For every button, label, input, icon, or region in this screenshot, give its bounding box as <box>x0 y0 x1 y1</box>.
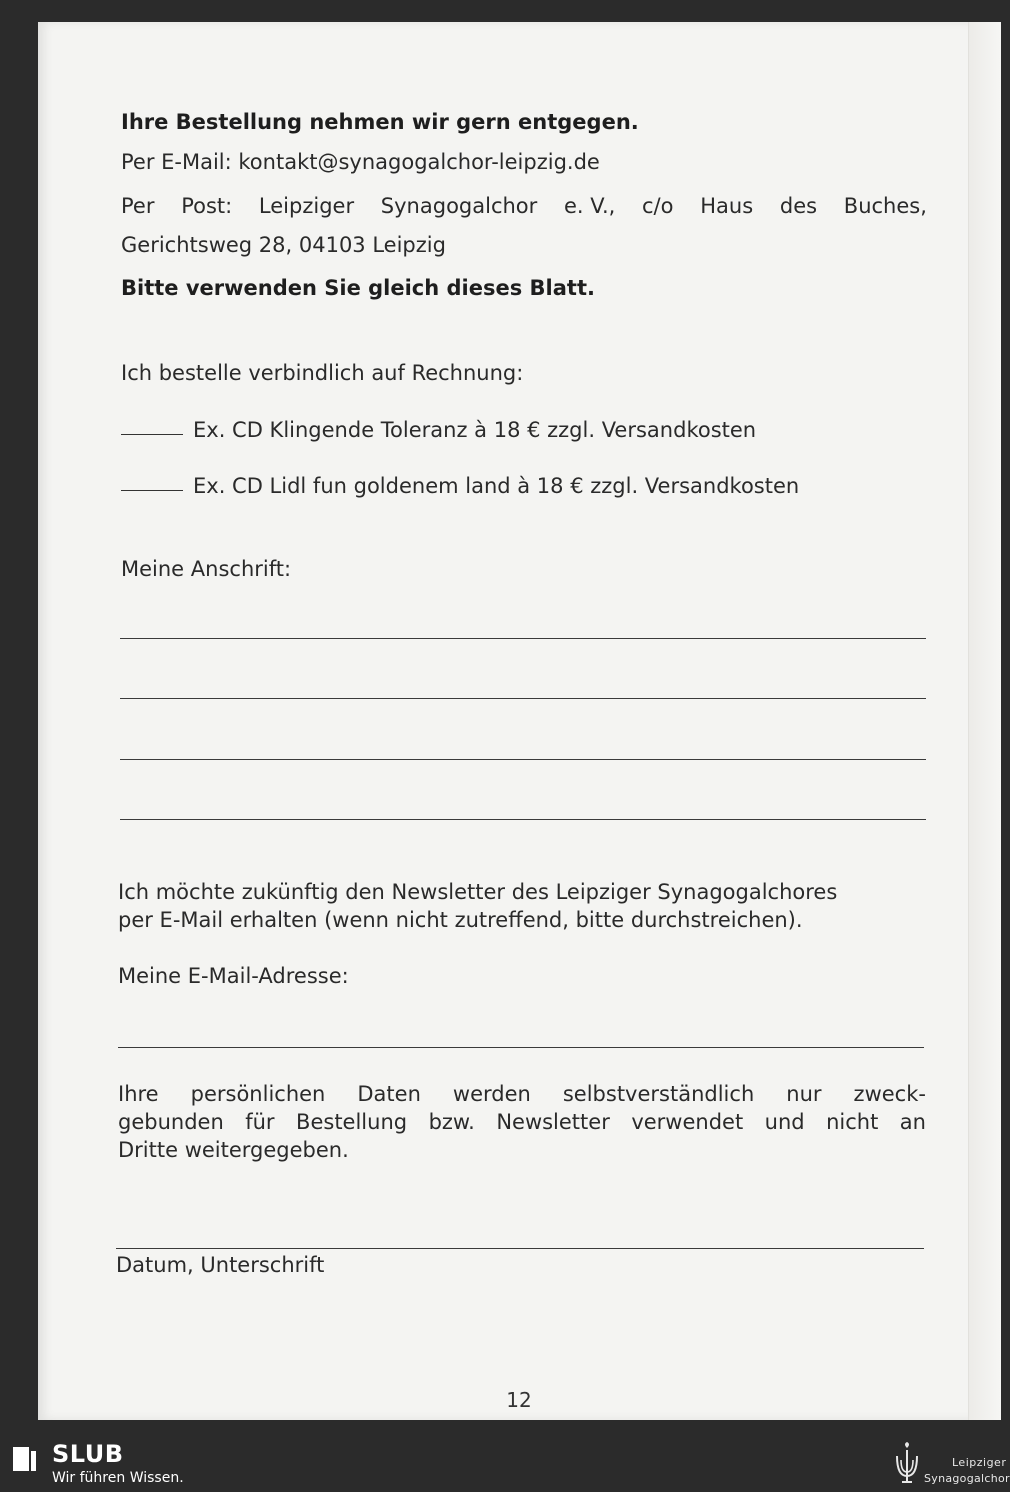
privacy-word: Newsletter <box>496 1110 610 1134</box>
order-item-row <box>121 418 756 443</box>
email-line[interactable] <box>118 1047 924 1048</box>
privacy-word: zweck- <box>853 1082 926 1106</box>
privacy-word: nicht <box>826 1110 879 1134</box>
privacy-word: Daten <box>357 1082 421 1106</box>
address-label: Meine Anschrift: <box>121 557 292 581</box>
order-instruction: Bitte verwenden Sie gleich dieses Blatt. <box>121 276 595 300</box>
order-post-line <box>121 194 927 219</box>
order-form-intro: Ich bestelle verbindlich auf Rechnung: <box>121 361 524 385</box>
post-word: Synagogalchor <box>380 194 538 218</box>
post-word: Haus <box>700 194 754 218</box>
privacy-word: bzw. <box>428 1110 475 1134</box>
post-word: des <box>779 194 818 218</box>
order-item-label: Ex. CD Klingende Toleranz à 18 € zzgl. Versandkosten <box>193 418 757 442</box>
order-item-row <box>121 474 799 499</box>
order-email-line: Per E-Mail: kontakt@synagogalchor-leipzig.de <box>121 150 600 174</box>
post-word: e. V., <box>564 194 616 218</box>
choir-name-line-1: Leipziger <box>952 1456 1007 1469</box>
privacy-word: Ihre <box>118 1082 159 1106</box>
privacy-word: werden <box>452 1082 531 1106</box>
signature-label: Datum, Unterschrift <box>116 1253 325 1277</box>
order-post-address: Gerichtsweg 28, 04103 Leipzig <box>121 233 446 257</box>
post-word: Leipziger <box>258 194 355 218</box>
post-word: Buches, <box>843 194 927 218</box>
order-item-label: Ex. CD Lidl fun goldenem land à 18 € zzgl. Versandkosten <box>193 474 800 498</box>
address-line-1[interactable] <box>120 638 926 639</box>
quantity-blank[interactable] <box>121 434 183 435</box>
privacy-text-line-3: Dritte weitergegeben. <box>118 1138 349 1162</box>
post-word: c/o <box>642 194 674 218</box>
newsletter-text-line-1: Ich möchte zukünftig den Newsletter des Leipziger Synagogalchores <box>118 880 838 904</box>
privacy-word: verwendet <box>631 1110 744 1134</box>
slub-logo-icon <box>12 1446 38 1472</box>
library-tagline: Wir führen Wissen. <box>52 1470 184 1486</box>
privacy-word: für <box>245 1110 275 1134</box>
newsletter-text-line-2: per E-Mail erhalten (wenn nicht zutreffend, bitte durchstreichen). <box>118 908 803 932</box>
post-word: Per <box>121 194 155 218</box>
address-line-3[interactable] <box>120 759 926 760</box>
signature-line[interactable] <box>116 1248 924 1249</box>
privacy-text-line-1 <box>118 1082 926 1107</box>
quantity-blank[interactable] <box>121 490 183 491</box>
post-word: Post: <box>181 194 233 218</box>
address-line-4[interactable] <box>120 819 926 820</box>
privacy-word: gebunden <box>118 1110 224 1134</box>
viewer-footer-bar <box>0 1420 1010 1492</box>
privacy-word: selbstverständlich <box>562 1082 755 1106</box>
order-heading: Ihre Bestellung nehmen wir gern entgegen. <box>121 110 639 134</box>
document-page <box>38 22 1000 1420</box>
library-name: SLUB <box>52 1440 124 1468</box>
email-label: Meine E-Mail-Adresse: <box>118 964 349 988</box>
privacy-word: nur <box>786 1082 822 1106</box>
privacy-word: Bestellung <box>296 1110 408 1134</box>
page-fold-strip <box>968 22 1001 1420</box>
privacy-word: und <box>764 1110 805 1134</box>
choir-name-line-2: Synagogalchor <box>924 1472 1010 1485</box>
privacy-word: an <box>899 1110 926 1134</box>
choir-menorah-logo-icon <box>894 1442 920 1486</box>
address-line-2[interactable] <box>120 698 926 699</box>
privacy-word: persönlichen <box>190 1082 326 1106</box>
privacy-text-line-2 <box>118 1110 926 1135</box>
page-number: 12 <box>506 1388 532 1412</box>
